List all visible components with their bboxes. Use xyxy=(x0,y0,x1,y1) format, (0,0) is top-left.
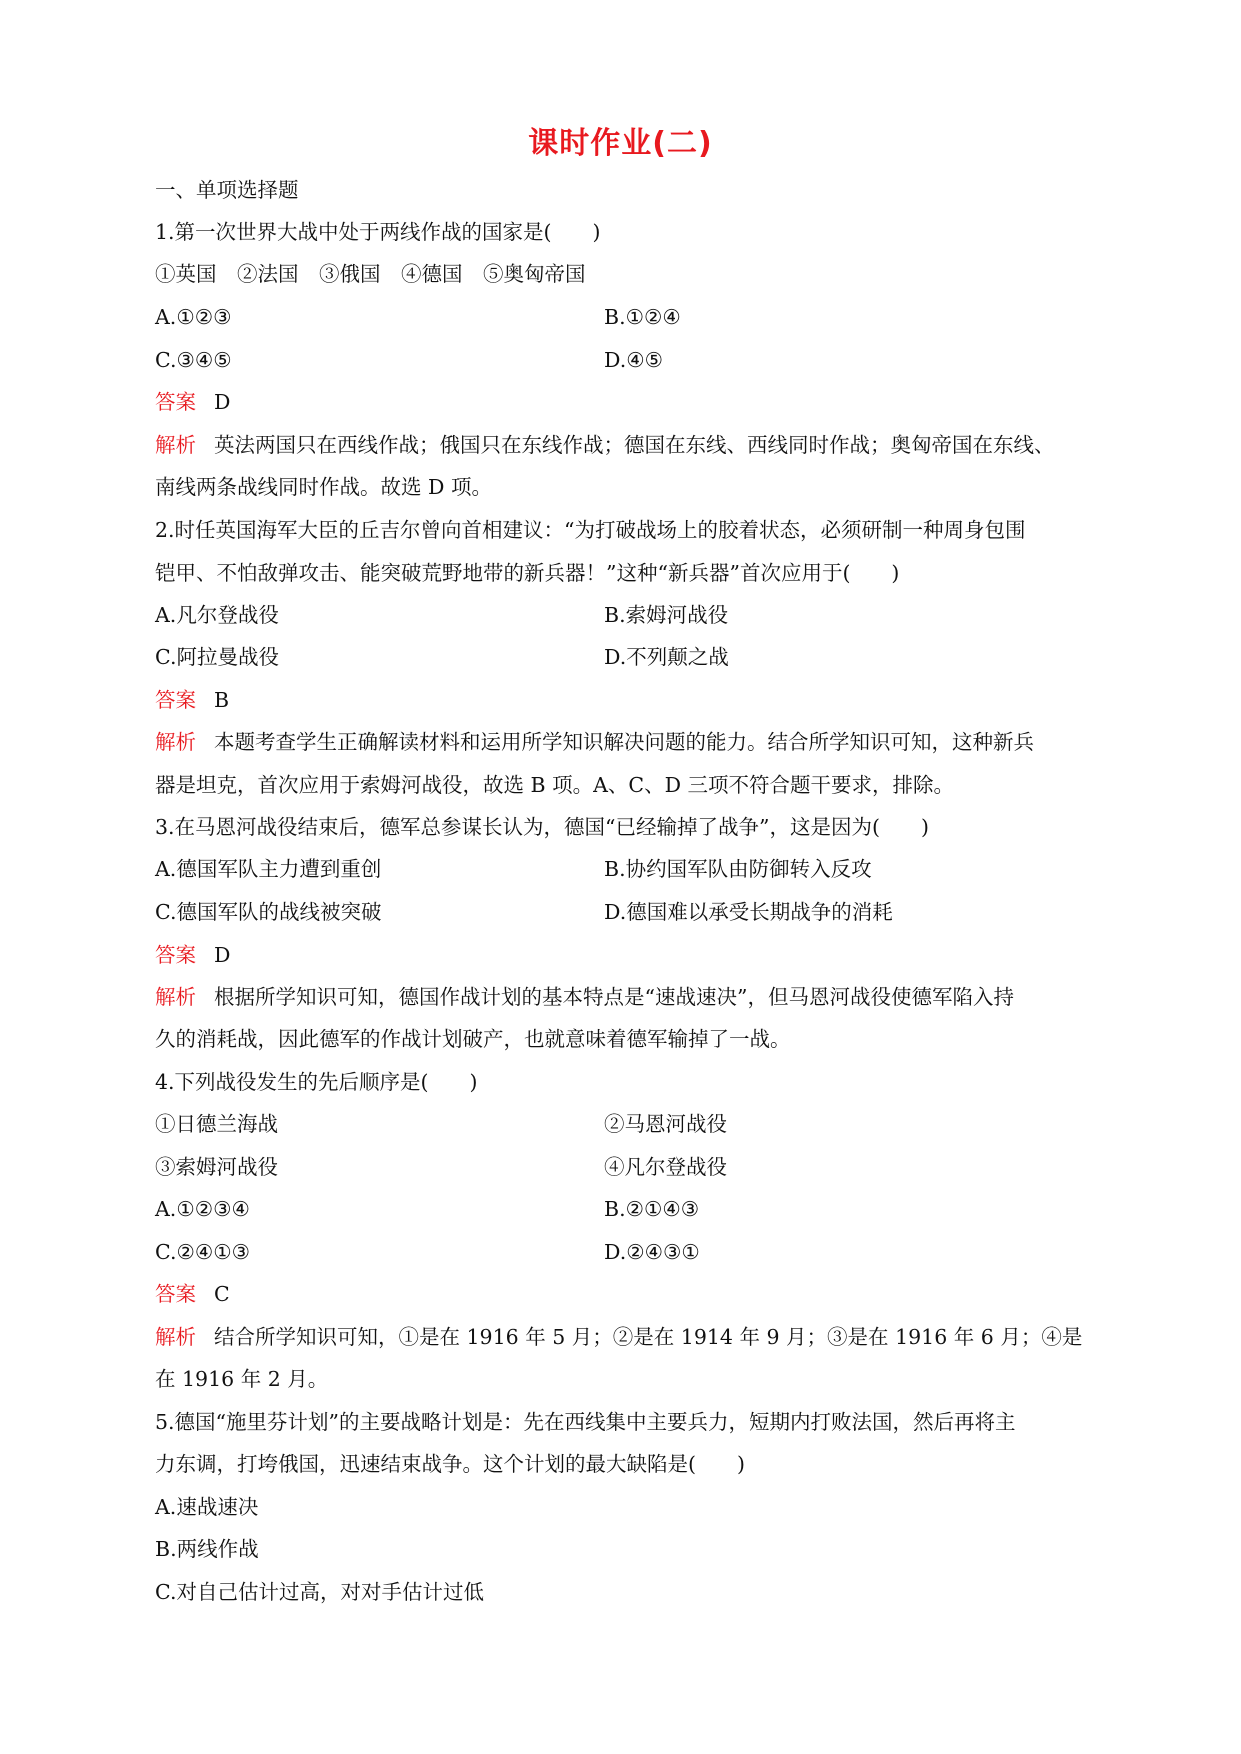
q2-analysis-text-1: 本题考查学生正确解读材料和运用所学知识解决问题的能力。结合所学知识可知，这种新兵 xyxy=(214,730,1034,754)
section-heading: 一、单项选择题 xyxy=(155,178,299,202)
q4-item-1: ①日德兰海战 xyxy=(155,1112,278,1136)
q5-stem-2: 力东调，打垮俄国，迅速结束战争。这个计划的最大缺陷是( ) xyxy=(155,1452,745,1476)
q2-answer xyxy=(155,688,229,712)
q4-analysis-text-2: 在 1916 年 2 月。 xyxy=(155,1367,329,1391)
q2-stem-2: 铠甲、不怕敌弹攻击、能突破荒野地带的新兵器！”这种“新兵器”首次应用于( ) xyxy=(155,561,900,585)
q2-analysis xyxy=(155,730,1034,754)
page-title: 课时作业(二) xyxy=(528,126,713,161)
q3-option-a: A.德国军队主力遭到重创 xyxy=(155,857,382,881)
q3-option-c: C.德国军队的战线被突破 xyxy=(155,900,382,924)
q1-answer-value: D xyxy=(214,390,231,414)
q2-stem-1: 2.时任英国海军大臣的丘吉尔曾向首相建议：“为打破战场上的胶着状态，必须研制一种周身包围 xyxy=(155,518,1026,542)
answer-label: 答案 xyxy=(155,390,196,414)
q1-option-c: C.③④⑤ xyxy=(155,348,232,372)
analysis-label: 解析 xyxy=(155,1325,196,1349)
answer-label: 答案 xyxy=(155,1282,196,1306)
analysis-label: 解析 xyxy=(155,433,196,457)
q3-option-d: D.德国难以承受长期战争的消耗 xyxy=(604,900,893,924)
q3-analysis-text-1: 根据所学知识可知，德国作战计划的基本特点是“速战速决”，但马恩河战役使德军陷入持 xyxy=(214,985,1014,1009)
q2-option-d: D.不列颠之战 xyxy=(604,645,729,669)
q1-analysis-text-1: 英法两国只在西线作战；俄国只在东线作战；德国在东线、西线同时作战；奥匈帝国在东线、 xyxy=(214,433,1055,457)
q4-option-a: A.①②③④ xyxy=(155,1197,250,1221)
q3-analysis-text-2: 久的消耗战，因此德军的作战计划破产，也就意味着德军输掉了一战。 xyxy=(155,1027,791,1051)
q3-option-b: B.协约国军队由防御转入反攻 xyxy=(604,857,872,881)
q4-item-3: ③索姆河战役 xyxy=(155,1155,278,1179)
q5-option-c: C.对自己估计过高，对对手估计过低 xyxy=(155,1580,484,1604)
q1-analysis xyxy=(155,433,1055,457)
q3-answer xyxy=(155,943,230,967)
q5-stem-1: 5.德国“施里芬计划”的主要战略计划是：先在西线集中主要兵力，短期内打败法国，然后再将主 xyxy=(155,1410,1016,1434)
q3-analysis xyxy=(155,985,1014,1009)
analysis-label: 解析 xyxy=(155,730,196,754)
q1-option-d: D.④⑤ xyxy=(604,348,663,372)
q1-option-a: A.①②③ xyxy=(155,305,232,329)
q3-answer-value: D xyxy=(214,943,231,967)
q4-stem: 4.下列战役发生的先后顺序是( ) xyxy=(155,1070,478,1094)
q4-item-2: ②马恩河战役 xyxy=(604,1112,727,1136)
q4-option-c: C.②④①③ xyxy=(155,1240,250,1264)
answer-label: 答案 xyxy=(155,688,196,712)
q5-option-b: B.两线作战 xyxy=(155,1537,259,1561)
q4-analysis xyxy=(155,1325,1082,1349)
q2-answer-value: B xyxy=(214,688,230,712)
q1-option-b: B.①②④ xyxy=(604,305,681,329)
q2-analysis-text-2: 器是坦克，首次应用于索姆河战役，故选 B 项。A、C、D 三项不符合题干要求，排除。 xyxy=(155,773,955,797)
q1-items: ①英国 ②法国 ③俄国 ④德国 ⑤奥匈帝国 xyxy=(155,262,586,286)
q2-option-b: B.索姆河战役 xyxy=(604,603,729,627)
q1-stem: 1.第一次世界大战中处于两线作战的国家是( ) xyxy=(155,220,601,244)
q4-answer xyxy=(155,1282,230,1306)
q5-option-a: A.速战速决 xyxy=(155,1495,259,1519)
q4-option-b: B.②①④③ xyxy=(604,1197,700,1221)
q2-option-c: C.阿拉曼战役 xyxy=(155,645,279,669)
q4-item-4: ④凡尔登战役 xyxy=(604,1155,727,1179)
q4-answer-value: C xyxy=(214,1282,230,1306)
q3-stem: 3.在马恩河战役结束后，德军总参谋长认为，德国“已经输掉了战争”，这是因为( ) xyxy=(155,815,930,839)
q2-option-a: A.凡尔登战役 xyxy=(155,603,279,627)
q1-analysis-text-2: 南线两条战线同时作战。故选 D 项。 xyxy=(155,475,492,499)
answer-label: 答案 xyxy=(155,943,196,967)
q4-option-d: D.②④③① xyxy=(604,1240,700,1264)
analysis-label: 解析 xyxy=(155,985,196,1009)
q4-analysis-text-1: 结合所学知识可知，①是在 1916 年 5 月；②是在 1914 年 9 月；③是在 1916 年 6 月；④是 xyxy=(214,1325,1083,1349)
q1-answer xyxy=(155,390,230,414)
